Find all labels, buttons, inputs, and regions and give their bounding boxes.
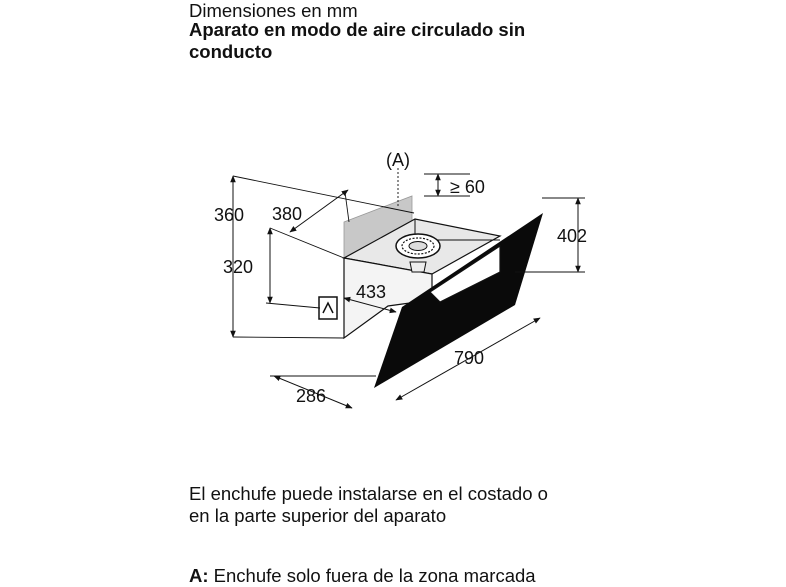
dim-286-label: 286 <box>296 386 327 406</box>
dim-402-label: 402 <box>557 226 588 246</box>
diagram-title-line2: conducto <box>189 41 273 62</box>
legend-a <box>189 565 536 587</box>
diagram-title-line1: Aparato en modo de aire circulado sin <box>189 19 526 40</box>
dim-790-label: 790 <box>454 348 485 368</box>
note-line2: en la parte superior del aparato <box>189 505 447 526</box>
legend-key: A: <box>189 565 209 586</box>
plug-installation-note <box>189 483 548 527</box>
dim-433-label: 433 <box>356 282 387 302</box>
dim-380-label: 380 <box>272 204 303 224</box>
dim-60-label: ≥ 60 <box>450 177 485 197</box>
dim-320-label: 320 <box>223 257 254 277</box>
socket-icon <box>319 297 337 319</box>
zone-a-label: (A) <box>386 150 410 170</box>
note-line1: El enchufe puede instalarse en el costado o <box>189 483 548 504</box>
legend-text: Enchufe solo fuera de la zona marcada <box>208 565 536 586</box>
units-subtitle: Dimensiones en mm <box>189 0 358 21</box>
dim-360-label: 360 <box>214 205 245 225</box>
